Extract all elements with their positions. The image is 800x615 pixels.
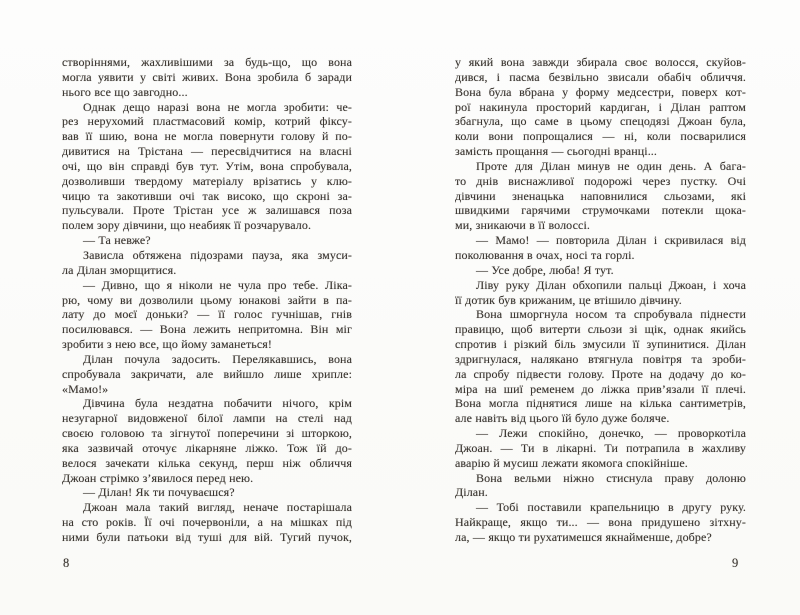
text-line: своєю головою та зігнутої поперечини зі шторкою, bbox=[62, 426, 352, 441]
text-line: чицю та закотивши очі так високо, що скроні за- bbox=[62, 188, 352, 203]
text-line: у який вона завжди збирала своє волосся, скуйов- bbox=[455, 55, 746, 69]
text-line: рої накинула просторий кардиган, і Ділан раптом bbox=[455, 99, 746, 114]
text-line: Вона могла піднятися лише на кілька сантиметрів, bbox=[455, 396, 746, 411]
text-line: ла, — якщо ти рухатимешся якнайменше, добре? bbox=[455, 530, 712, 544]
text-line: дивитися на Трістана — пересвідчитися на власні bbox=[62, 144, 352, 159]
left-page bbox=[62, 55, 352, 545]
text-line: ла спробу підвести голову. Проте на додачу до ко- bbox=[455, 366, 746, 381]
text-line: Проте для Ділан минув не один день. А бага- bbox=[476, 158, 746, 173]
text-line: спробувала закричати, але вийшло лише хрипле: bbox=[62, 366, 352, 381]
right-page bbox=[455, 55, 746, 545]
text-line: правицю, щоб витерти сльози зі щік, однак якийсь bbox=[455, 322, 746, 337]
text-line: але навіть від цього їй було дуже боляче. bbox=[455, 411, 670, 426]
text-line: — Тобі поставили крапельницю в другу руку. bbox=[476, 500, 746, 515]
text-line: замість прощання — сьогодні вранці... bbox=[455, 144, 657, 159]
text-line: створіннями, жахливішими за будь-що, що вона bbox=[62, 55, 352, 69]
text-line: коли вони попрощалися — ні, коли посварилися bbox=[455, 129, 746, 144]
text-line: очі, що він справді був тут. Утім, вона спробувала, bbox=[62, 158, 352, 173]
text-line: поколювання в очах, носі та горлі. bbox=[455, 247, 635, 262]
text-line: Джоан мала такий вигляд, неначе постарішала bbox=[83, 500, 352, 515]
text-line: дівчини зненацька наповнилися сльозами, які bbox=[455, 188, 746, 203]
text-line: рю, чому ви дозволили цьому юнакові зайти в па- bbox=[62, 292, 352, 307]
text-line: нього все що завгодно... bbox=[62, 84, 188, 99]
text-line: — Та невже? bbox=[83, 233, 151, 248]
text-line: збагнула, що саме в цьому спецодязі Джоан була, bbox=[455, 114, 746, 129]
text-line: дився, і пасма безвільно звисали обабіч обличчя. bbox=[455, 69, 746, 84]
text-line: — Лежи спокійно, донечко, — проворкотіла bbox=[476, 426, 746, 441]
text-line: «Мамо!» bbox=[62, 381, 109, 396]
text-line: — Дивно, що я ніколи не чула про тебе. Ліка- bbox=[83, 277, 352, 292]
text-line: — Мамо! — повторила Ділан і скривилася від bbox=[476, 233, 746, 248]
text-line: то днів виснажливої подорожі через пустку. Очі bbox=[455, 173, 746, 188]
text-line: вав її шию, вона не могла повернути голову й по- bbox=[62, 129, 352, 144]
text-line: Ліву руку Ділан обхопили пальці Джоан, і хоча bbox=[476, 277, 746, 292]
text-line: аварію й мусиш лежати якомога спокійніше. bbox=[455, 455, 688, 470]
text-line: швидкими гарячими струмочками потекли щока- bbox=[455, 203, 746, 218]
text-line: пульсували. Проте Трістан усе ж залишався поза bbox=[62, 203, 352, 218]
text-line: ми, зникаючи в її волоссі. bbox=[455, 218, 590, 233]
text-line: посилювався. — Вона лежить непритомна. Він міг bbox=[62, 322, 352, 337]
text-line: міра на шиї ременем до ліжка прив’язали її плечі. bbox=[455, 381, 746, 396]
text-line: Однак дещо наразі вона не могла зробити: че- bbox=[83, 99, 352, 114]
text-line: — Ділан! Як ти почуваєшся? bbox=[83, 485, 235, 500]
text-line: Вона вельми ніжно стиснула праву долоню bbox=[476, 470, 746, 485]
text-line: ними були патьоки від туші для вій. Тугий пучок, bbox=[62, 530, 352, 544]
text-line: ла Ділан зморщитися. bbox=[62, 262, 177, 277]
text-line: Зависла обтяжена підозрами пауза, яка змуси- bbox=[83, 247, 352, 262]
text-line: Вона шморгнула носом та спробувала піднести bbox=[476, 307, 746, 322]
page-number-right: 9 bbox=[732, 556, 739, 570]
text-line: здригнулася, налякано втягнула повітря та зроби- bbox=[455, 351, 746, 366]
text-line: — Усе добре, люба! Я тут. bbox=[476, 262, 614, 277]
text-line: незугарної видовженої білої лампи на стелі над bbox=[62, 411, 352, 426]
text-line: лату до моєї доньки? — її голос гучнішав, гнів bbox=[62, 307, 352, 322]
text-line: спротив і різкий біль змусили її зупинитися. Ділан bbox=[455, 337, 746, 352]
text-line: рез нерухомий пластмасовий комір, котрий фіксу- bbox=[62, 114, 352, 129]
text-line: Джоан стрімко з’явилося перед нею. bbox=[62, 470, 254, 485]
text-line: Вона була вбрана у форму медсестри, поверх кот- bbox=[455, 84, 746, 99]
text-line: велося зачекати кілька секунд, перш ніж обличчя bbox=[62, 455, 352, 470]
text-line: її дотик був крижаним, це втішило дівчину. bbox=[455, 292, 682, 307]
page-number-left: 8 bbox=[63, 556, 70, 570]
text-line: Джоан. — Ти в лікарні. Ти потрапила в жахливу bbox=[455, 440, 746, 455]
text-line: Дівчина була нездатна побачити нічого, крім bbox=[83, 396, 352, 411]
text-line: на сто років. Її очі почервоніли, а на мішках під bbox=[62, 515, 352, 530]
text-line: зробити з нею все, що йому заманеться! bbox=[62, 337, 273, 352]
text-line: полем зору дівчини, що неабияк її розчарувало. bbox=[62, 218, 312, 233]
text-line: Ділан. bbox=[455, 485, 488, 500]
text-line: Найкраще, якщо ти... — вона придушено зітхну- bbox=[455, 515, 746, 530]
text-line: могла уявити у світі живих. Вона зробила б заради bbox=[62, 69, 352, 84]
text-line: яка зазвичай оточує лікарняне ліжко. Тож їй до- bbox=[62, 440, 352, 455]
text-line: Ділан почула задосить. Перелякавшись, вона bbox=[83, 351, 352, 366]
text-line: дозволивши твердому матеріалу врізатись у клю- bbox=[62, 173, 352, 188]
